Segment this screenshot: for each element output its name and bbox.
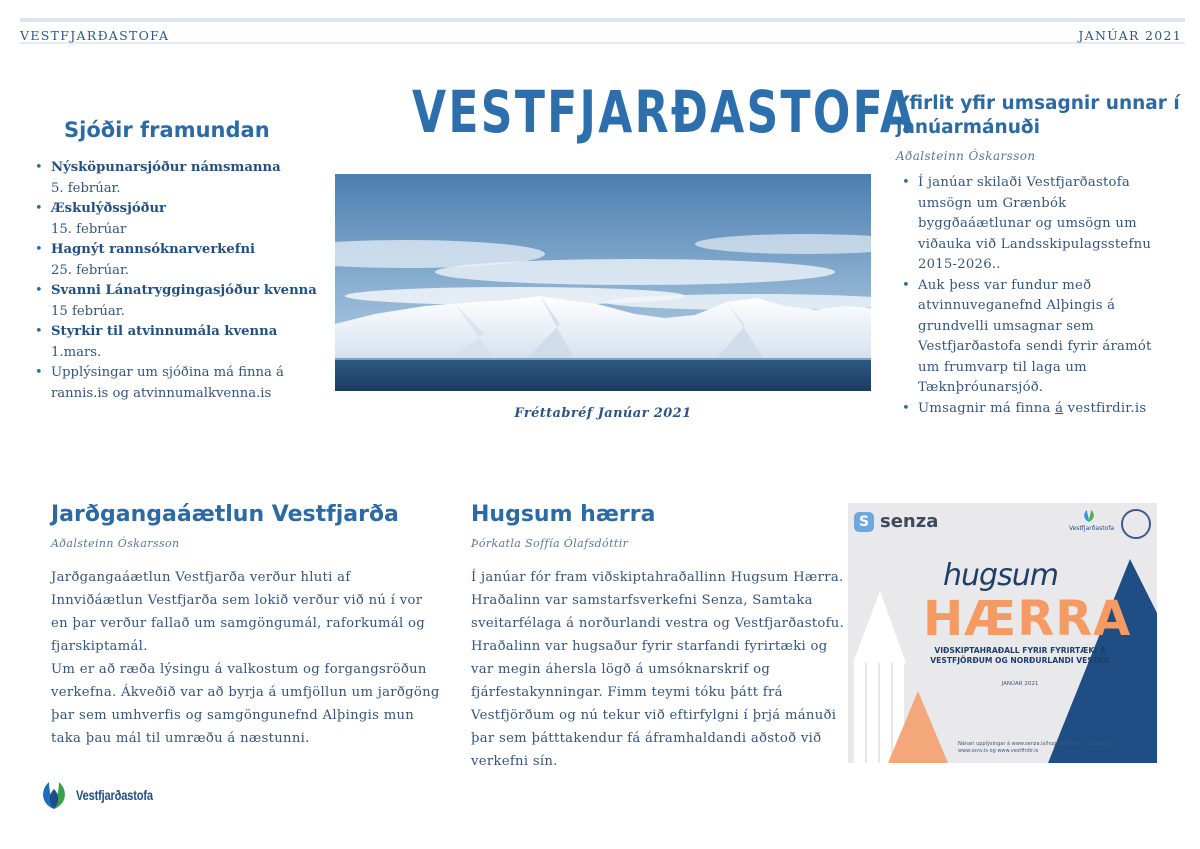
header-rule-top (20, 18, 1185, 22)
hugsum-haerra-poster (848, 503, 1157, 763)
review-list (900, 173, 1175, 419)
senza-wordmark: senza (880, 511, 939, 532)
article-paragraph: Jarðgangaáætlun Vestfjarða verður hluti af Innviðáætlun Vestfjarða sem lokið verður við nú í vor en þar verður fallað um samgöngumál, raforkumál og fjarskiptamál. (51, 570, 425, 654)
fund-item (34, 281, 324, 322)
vestfjardastofa-leaf-icon (38, 780, 70, 810)
hero-mountain-photo (335, 174, 871, 391)
newsletter-caption: Fréttabréf Janúar 2021 (514, 406, 692, 421)
fund-deadline: 15. febrúar (51, 221, 127, 237)
review-author: Aðalsteinn Óskarsson (896, 149, 1036, 163)
ssnv-logo-icon (1121, 509, 1151, 539)
fund-name: • Æskulýðssjóður (51, 201, 167, 216)
fund-name: • Nýsköpunarsjóður námsmanna (51, 160, 281, 175)
fund-name: • Hagnýt rannsóknarverkefni (51, 242, 256, 257)
review-bullet (900, 399, 1175, 420)
fund-deadline: 25. febrúar. (51, 262, 129, 278)
poster-haerra-word: HÆRRA (923, 591, 1132, 647)
article-paragraph: Um er að ræða lýsingu á valkostum og forgangsröðun verkefna. Ákveðið var að byrja á umfjöllun um jarðgöng þar sem umhverfis og samgöngunefnd Alþingis mun taka þau mál til umræðu á næstunni. (51, 662, 440, 746)
review-bullet-underlined: á (1055, 400, 1064, 416)
funds-info-note: • Upplýsingar um sjóðina má finna á rannis.is og atvinnumalkvenna.is (34, 363, 324, 404)
senza-logo (854, 511, 938, 532)
poster-date: JANÚAR 2021 (1001, 681, 1039, 687)
leaf-logo-icon (1081, 509, 1097, 523)
poster-mini-brand-label: Vestfjarðastofa (1069, 525, 1115, 532)
footer-brand-logo (38, 780, 170, 810)
funds-list (34, 158, 324, 404)
fund-deadline: 1.mars. (51, 344, 102, 360)
fund-item (34, 199, 324, 240)
fund-name: • Svanni Lánatryggingasjóður kvenna (51, 283, 317, 298)
article-tunnels-author: Aðalsteinn Óskarsson (51, 537, 180, 550)
masthead-title: VESTFJARÐASTOFA (412, 78, 917, 146)
fund-item (34, 158, 324, 199)
article-accelerator-body (471, 566, 849, 773)
header-rule-bottom (20, 42, 1185, 44)
review-bullet-link[interactable]: vestfirdir.is (1063, 400, 1147, 416)
article-paragraph: Í janúar fór fram viðskiptahraðallinn Hugsum Hærra. Hraðalinn var samstarfsverkefni Senza, Samtaka sveitarfélaga á norðurlandi vestra og Vestfjarðastofu. Hraðalinn var hugsaður fyrir starfandi fyrirtæki og var megin áhersla lögð á umsóknarskrif og fjárfestakynningar. Fimm teymi tóku þátt frá Vestfjörðum og nú tekur við eftirfylgni í þrjá mánuði þar sem þátttakendur fá áframhaldandi aðstoð við verkefni sín. (471, 570, 845, 769)
article-accelerator-title: Hugsum hærra (471, 502, 656, 527)
fund-item (34, 240, 324, 281)
mountain-landscape-image (335, 174, 871, 391)
review-bullet-text: Umsagnir má finna (918, 400, 1056, 416)
poster-subtitle: VIÐSKIPTAHRAÐALL FYRIR FYRIRTÆKI Á VESTFJÖRÐUM OG NORÐURLANDI VESTRA (930, 646, 1110, 665)
header-org-name: VESTFJARÐASTOFA (20, 28, 170, 43)
article-accelerator-author: Þórkatla Soffía Ólafsdóttir (471, 537, 629, 550)
fund-deadline: 15 febrúar. (51, 303, 125, 319)
senza-s-icon: S (854, 512, 874, 532)
article-tunnels-body (51, 566, 443, 750)
poster-vestfjardastofa-logo (1069, 509, 1115, 532)
header-issue-date: JANÚAR 2021 (1078, 28, 1182, 43)
footer-brand-name: Vestfjarðastofa (76, 787, 153, 803)
article-tunnels-title: Jarðgangaáætlun Vestfjarða (51, 502, 399, 527)
review-bullet: • Auk þess var fundur með atvinnuveganefnd Alþingis á grundvelli umsagnar sem Vestfjarðastofa sendi fyrir áramót um frumvarp til laga um Tæknþróunarsjóð. (900, 276, 1175, 399)
review-bullet: • Í janúar skilaði Vestfjarðastofa umsögn um Grænbók byggðaáætlunar og umsögn um viðauka við Landsskipulagsstefnu 2015-2026.. (900, 173, 1175, 276)
fund-name: • Styrkir til atvinnumála kvenna (51, 324, 278, 339)
fund-item (34, 322, 324, 363)
review-heading: Yfirlit yfir umsagnir unnar í janúarmánuði (896, 93, 1180, 138)
fund-deadline: 5. febrúar. (51, 180, 121, 196)
poster-hugsum-word: hugsum (943, 558, 1058, 593)
funds-heading: Sjóðir framundan (64, 118, 270, 142)
poster-footer: Nánari upplýsingar á www.senza.is/hugsumhaerra · Skráning á www.ssnv.is og www.vestfirdir.is (958, 741, 1115, 754)
